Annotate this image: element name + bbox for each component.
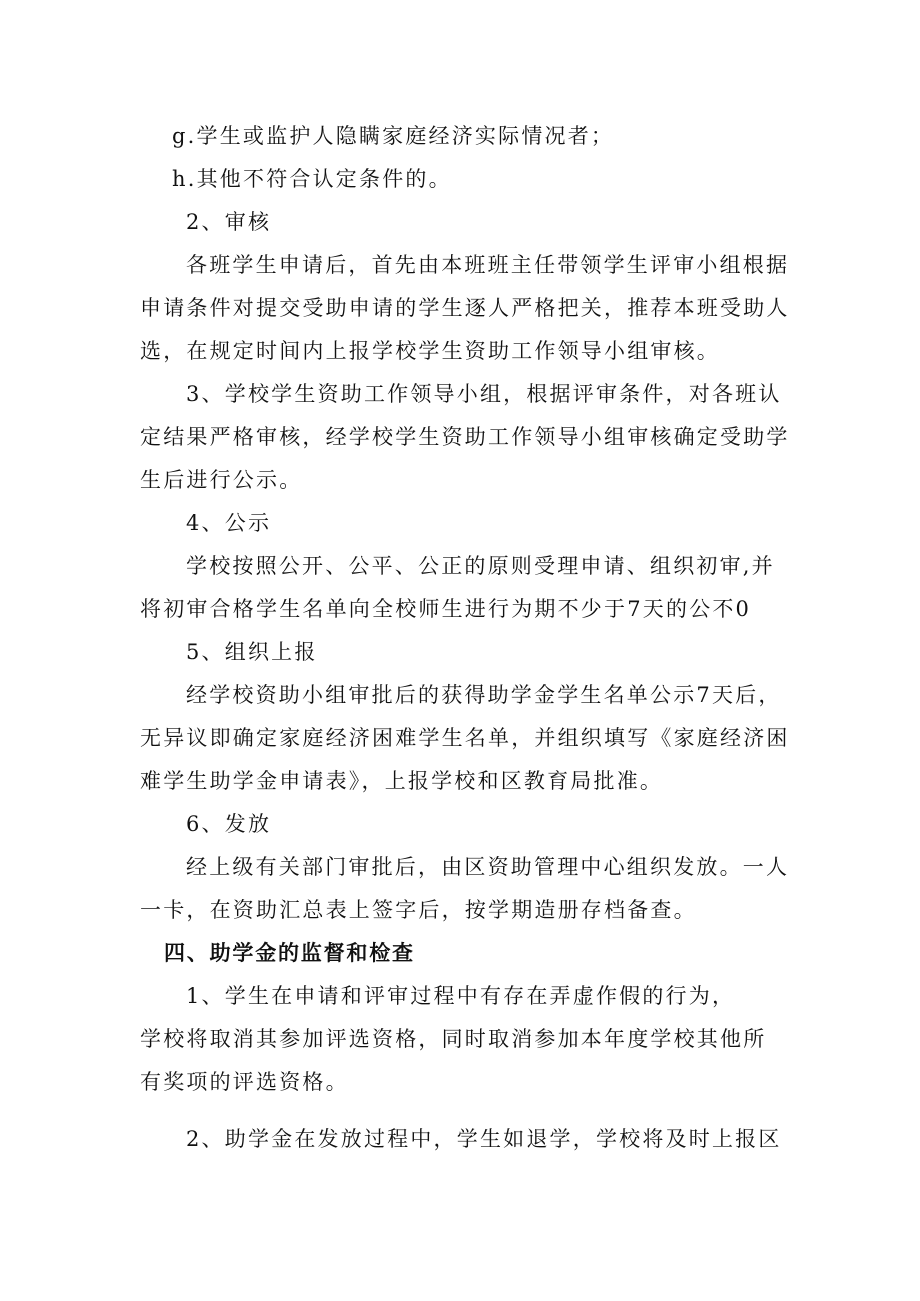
paragraph-line: 难学生助学金申请表》，上报学校和区教育局批准。	[140, 769, 664, 793]
paragraph-line: 经学校资助小组审批后的获得助学金学生名单公示7天后，	[186, 683, 782, 707]
paragraph-line: 学校按照公开、公平、公正的原则受理申请、组织初审,并	[186, 554, 775, 578]
heading-distribution: 6、发放	[186, 812, 272, 836]
paragraph-line: 3、学校学生资助工作领导小组，根据评审条件，对各班认	[186, 382, 782, 406]
paragraph-line: 选，在规定时间内上报学校学生资助工作领导小组审核。	[140, 339, 720, 363]
paragraph-line: 经上级有关部门审批后，由区资助管理中心组织发放。一人	[186, 855, 790, 879]
section-heading-supervision: 四、助学金的监督和检查	[164, 941, 415, 965]
paragraph-line: 定结果严格审核，经学校学生资助工作领导小组审核确定受助学	[140, 425, 790, 449]
paragraph-line: 各班学生申请后，首先由本班班主任带领学生评审小组根据	[186, 253, 790, 277]
heading-report: 5、组织上报	[186, 640, 318, 664]
paragraph-line: 申请条件对提交受助申请的学生逐人严格把关，推荐本班受助人	[140, 296, 790, 320]
paragraph-line: 2、助学金在发放过程中，学生如退学，学校将及时上报区	[186, 1127, 782, 1151]
paragraph-line: 无异议即确定家庭经济困难学生名单，并组织填写《家庭经济困	[140, 726, 790, 750]
item-g: g.学生或监护人隐瞒家庭经济实际情况者；	[172, 124, 615, 148]
paragraph-line: 有奖项的评选资格。	[140, 1070, 349, 1094]
paragraph-line: 将初审合格学生名单向全校师生进行为期不少于7天的公不0	[140, 597, 752, 621]
heading-review: 2、审核	[186, 210, 272, 234]
paragraph-line: 1、学生在申请和评审过程中有存在弄虚作假的行为，	[186, 984, 736, 1008]
heading-publicity: 4、公示	[186, 511, 272, 535]
item-h: h.其他不符合认定条件的。	[172, 167, 452, 191]
paragraph-line: 生后进行公示。	[140, 468, 303, 492]
paragraph-line: 一卡，在资助汇总表上签字后，按学期造册存档备查。	[140, 898, 697, 922]
paragraph-line: 学校将取消其参加评选资格，同时取消参加本年度学校其他所	[140, 1027, 767, 1051]
